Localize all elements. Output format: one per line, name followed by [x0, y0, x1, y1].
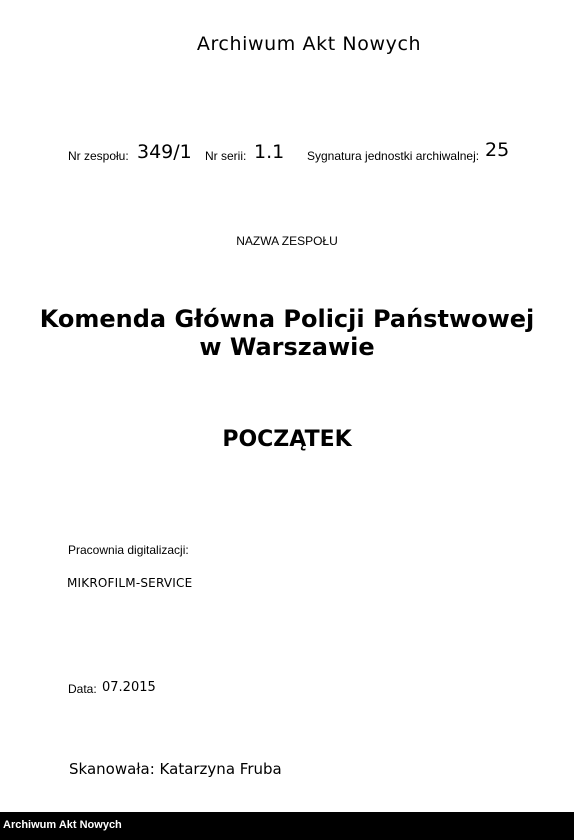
- fond-name: [0, 305, 574, 361]
- start-marker: POCZĄTEK: [222, 427, 352, 452]
- digitization-lab-value: MIKROFILM-SERVICE: [67, 576, 193, 590]
- signature-value: 25: [485, 139, 510, 161]
- fond-name-line1: Komenda Główna Policji Państwowej: [39, 305, 535, 333]
- fond-number-value: 349/1: [137, 141, 192, 163]
- series-number-value: 1.1: [254, 141, 285, 163]
- fond-name-label: NAZWA ZESPOŁU: [236, 234, 338, 248]
- series-number-label: Nr serii:: [205, 149, 247, 163]
- signature-label: Sygnatura jednostki archiwalnej:: [307, 149, 480, 163]
- date-value: 07.2015: [102, 680, 156, 695]
- footer-text: Archiwum Akt Nowych: [3, 819, 122, 831]
- scanned-by: Skanowała: Katarzyna Fruba: [69, 760, 282, 778]
- fond-name-line2: w Warszawie: [199, 333, 375, 361]
- digitization-lab-label: Pracownia digitalizacji:: [68, 543, 189, 557]
- fond-number-label: Nr zespołu:: [68, 149, 129, 163]
- date-label: Data:: [68, 682, 97, 696]
- archive-title: Archiwum Akt Nowych: [196, 33, 422, 55]
- footer-bar: [0, 812, 574, 840]
